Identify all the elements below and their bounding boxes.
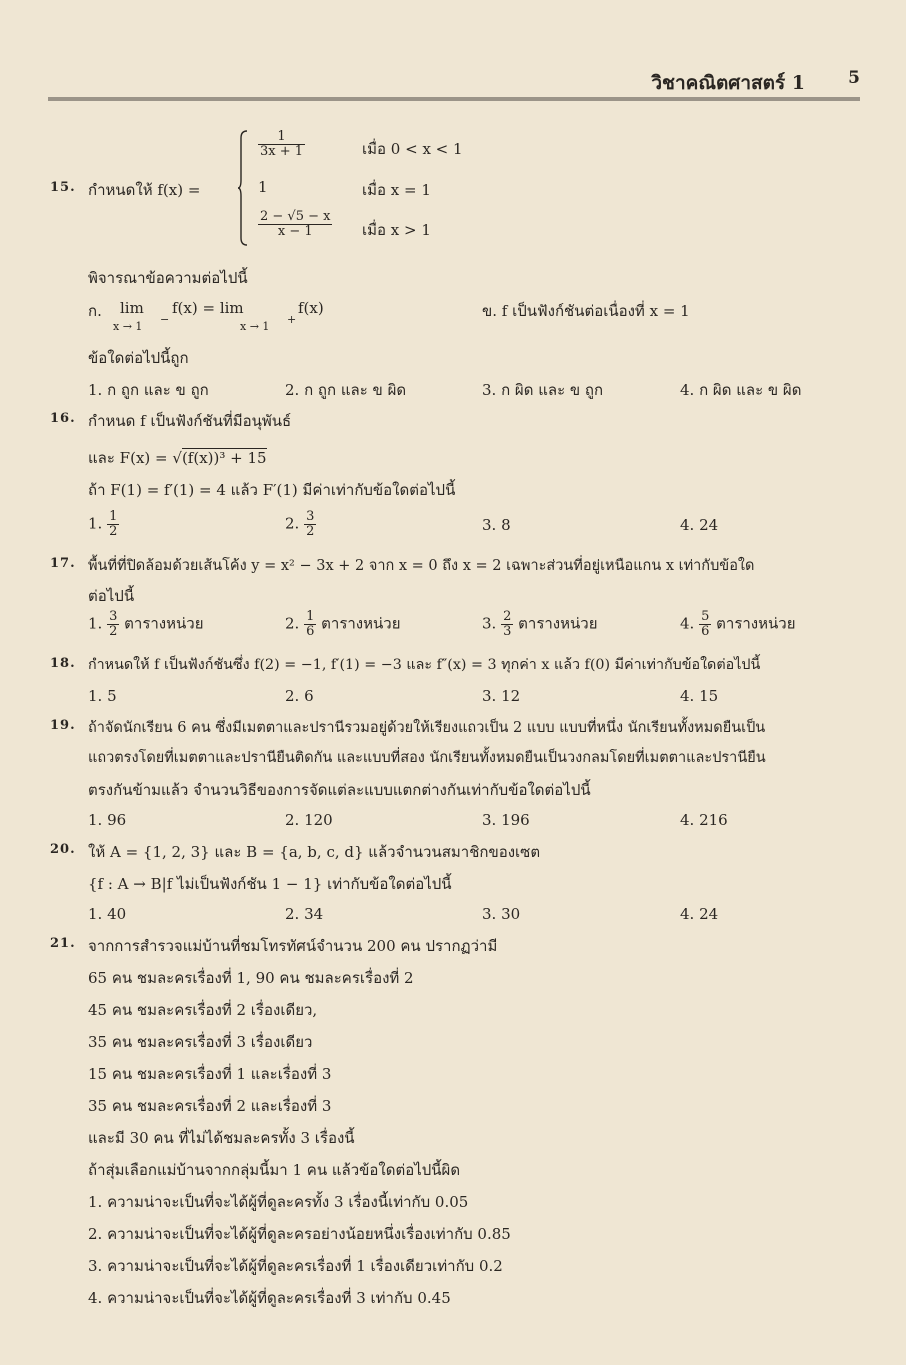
q15-a-sub2: x → 1 xyxy=(240,320,270,333)
q17-c3-label: 3. xyxy=(482,614,497,633)
q17-number: 17. xyxy=(50,556,76,571)
page-number: 5 xyxy=(848,68,860,88)
q18-number: 18. xyxy=(50,656,76,671)
q17-c1-unit: ตารางหน่วย xyxy=(124,614,204,633)
q17-c1-label: 1. xyxy=(88,614,103,633)
q15-number: 15. xyxy=(50,180,76,195)
q17-c2-unit: ตารางหน่วย xyxy=(321,614,401,633)
header-rule xyxy=(48,97,860,101)
q15-case2-val: 1 xyxy=(258,178,268,196)
q21-line-8: ถ้าสุ่มเลือกแม่บ้านจากกลุ่มนี้มา 1 คน แล้วข้อใดต่อไปนี้ผิด xyxy=(88,1161,461,1179)
sqrt-icon: √ xyxy=(172,449,182,467)
q16-line2 xyxy=(88,446,267,470)
q17-c4-unit: ตารางหน่วย xyxy=(716,614,796,633)
q21-line-2: 65 คน ชมละครเรื่องที่ 1, 90 คน ชมละครเรื่องที่ 2 xyxy=(88,969,414,987)
q15-choice-4: 4. ก ผิด และ ข ผิด xyxy=(680,381,802,399)
q20-choice-1: 1. 40 xyxy=(88,905,127,923)
q21-choice-2: 2. ความน่าจะเป็นที่จะได้ผู้ที่ดูละครอย่างน้อยหนึ่งเรื่องเท่ากับ 0.85 xyxy=(88,1225,511,1243)
q17-line2: ต่อไปนี้ xyxy=(88,587,135,605)
q15-consider: พิจารณาข้อความต่อไปนี้ xyxy=(88,269,248,287)
q15-case3-den: x − 1 xyxy=(277,224,313,239)
header-title: วิชาคณิตศาสตร์ 1 xyxy=(651,72,805,94)
left-brace-icon xyxy=(238,130,248,246)
q17-c4-den: 6 xyxy=(701,624,710,639)
q21-line-3: 45 คน ชมละครเรื่องที่ 2 เรื่องเดียว, xyxy=(88,1001,318,1019)
q20-choice-2: 2. 34 xyxy=(285,905,324,923)
q16-c1-num: 1 xyxy=(109,509,118,524)
q17-choice-2 xyxy=(285,610,400,639)
q21-number: 21. xyxy=(50,936,76,951)
q15-case2-cond: เมื่อ x = 1 xyxy=(362,181,431,199)
q15-a-plus: + xyxy=(287,313,297,326)
q17-c2-den: 6 xyxy=(306,624,315,639)
q18-choice-1: 1. 5 xyxy=(88,687,117,705)
q17-c4-label: 4. xyxy=(680,614,695,633)
q20-choice-3: 3. 30 xyxy=(482,905,521,923)
q19-choice-4: 4. 216 xyxy=(680,811,728,829)
q21-line-7: และมี 30 คน ที่ไม่ได้ชมละครทั้ง 3 เรื่องนี้ xyxy=(88,1129,355,1147)
q18-choice-3: 3. 12 xyxy=(482,687,521,705)
q16-line2-pre: และ F(x) = xyxy=(88,449,168,467)
q15-case3-num: 2 − √5 − x xyxy=(260,209,331,224)
q15-choice-2: 2. ก ถูก และ ข ผิด xyxy=(285,381,407,399)
q17-choice-1 xyxy=(88,610,203,639)
q15-question: ข้อใดต่อไปนี้ถูก xyxy=(88,349,189,367)
q15-case3-fraction xyxy=(258,210,332,239)
q16-choice-2-label: 2. xyxy=(285,514,300,533)
q17-c2-num: 1 xyxy=(306,609,315,624)
q20-choice-4: 4. 24 xyxy=(680,905,719,923)
q21-choice-4: 4. ความน่าจะเป็นที่จะได้ผู้ที่ดูละครเรื่องที่ 3 เท่ากับ 0.45 xyxy=(88,1289,451,1307)
q15-a-lim: lim xyxy=(120,299,144,317)
q15-a-end: f(x) xyxy=(298,299,324,317)
q16-choice-1 xyxy=(88,510,119,539)
q18-choice-2: 2. 6 xyxy=(285,687,314,705)
q17-c1-den: 2 xyxy=(109,624,118,639)
q19-choice-1: 1. 96 xyxy=(88,811,127,829)
q16-text: กำหนด f เป็นฟังก์ชันที่มีอนุพันธ์ xyxy=(88,412,292,430)
q16-choice-4: 4. 24 xyxy=(680,516,719,534)
q17-choice-3 xyxy=(482,610,597,639)
q16-choice-3: 3. 8 xyxy=(482,516,511,534)
q15-case1-num: 1 xyxy=(258,130,305,145)
q21-choice-3: 3. ความน่าจะเป็นที่จะได้ผู้ที่ดูละครเรื่องที่ 1 เรื่องเดียวเท่ากับ 0.2 xyxy=(88,1257,503,1275)
q15-choice-1: 1. ก ถูก และ ข ถูก xyxy=(88,381,209,399)
q15-case1-den: 3x + 1 xyxy=(260,144,304,159)
q17-c2-label: 2. xyxy=(285,614,300,633)
q15-a-sub1: x → 1 xyxy=(113,320,143,333)
q18-text: กำหนดให้ f เป็นฟังก์ชันซึ่ง f(2) = −1, f′(1) = −3 และ f″(x) = 3 ทุกค่า x แล้ว f(0) มีค่าเท่ากับข้อใดต่อไปนี้ xyxy=(88,657,761,673)
q19-choice-2: 2. 120 xyxy=(285,811,333,829)
q16-c1-den: 2 xyxy=(109,524,118,539)
q16-number: 16. xyxy=(50,411,76,426)
q19-line2: แถวตรงโดยที่เมตตาและปรานียืนติดกัน และแบบที่สอง นักเรียนทั้งหมดยืนเป็นวงกลมโดยที่เมตตาและปรานียืน xyxy=(88,750,766,766)
q15-choice-3: 3. ก ผิด และ ข ถูก xyxy=(482,381,604,399)
q19-line3: ตรงกันข้ามแล้ว จำนวนวิธีของการจัดแต่ละแบบแตกต่างกันเท่ากับข้อใดต่อไปนี้ xyxy=(88,781,591,799)
q20-number: 20. xyxy=(50,842,76,857)
q21-line-1: จากการสำรวจแม่บ้านที่ชมโทรทัศน์จำนวน 200 คน ปรากฏว่ามี xyxy=(88,937,498,955)
page-header xyxy=(560,68,860,98)
q15-b-statement: ข. f เป็นฟังก์ชันต่อเนื่องที่ x = 1 xyxy=(482,302,690,320)
q16-line3: ถ้า F(1) = f′(1) = 4 แล้ว F′(1) มีค่าเท่ากับข้อใดต่อไปนี้ xyxy=(88,481,456,499)
q16-choice-1-label: 1. xyxy=(88,514,103,533)
q15-case1-cond: เมื่อ 0 < x < 1 xyxy=(362,140,463,158)
q19-line1: ถ้าจัดนักเรียน 6 คน ซึ่งมีเมตตาและปรานีรวมอยู่ด้วยให้เรียงแถวเป็น 2 แบบ แบบที่หนึ่ง นักเรียนทั้งหมดยืนเป็น xyxy=(88,720,766,736)
q19-choice-3: 3. 196 xyxy=(482,811,530,829)
q21-line-5: 15 คน ชมละครเรื่องที่ 1 และเรื่องที่ 3 xyxy=(88,1065,332,1083)
q20-line1: ให้ A = {1, 2, 3} และ B = {a, b, c, d} แล้วจำนวนสมาชิกของเซต xyxy=(88,843,541,861)
q21-choice-1: 1. ความน่าจะเป็นที่จะได้ผู้ที่ดูละครทั้ง 3 เรื่องนี้เท่ากับ 0.05 xyxy=(88,1193,469,1211)
q16-c2-den: 2 xyxy=(306,524,315,539)
q21-line-6: 35 คน ชมละครเรื่องที่ 2 และเรื่องที่ 3 xyxy=(88,1097,332,1115)
q20-line2: {f : A → B|f ไม่เป็นฟังก์ชัน 1 − 1} เท่ากับข้อใดต่อไปนี้ xyxy=(88,875,452,893)
q17-c3-unit: ตารางหน่วย xyxy=(518,614,598,633)
q16-c2-num: 3 xyxy=(306,509,315,524)
q15-intro: กำหนดให้ f(x) = xyxy=(88,181,201,199)
q17-line1: พื้นที่ที่ปิดล้อมด้วยเส้นโค้ง y = x² − 3x + 2 จาก x = 0 ถึง x = 2 เฉพาะส่วนที่อยู่เหนือแกน x เท่ากับข้อใด xyxy=(88,558,755,574)
q15-a-label: ก. xyxy=(88,302,102,320)
q16-radicand: (f(x))³ + 15 xyxy=(181,449,267,467)
q17-c3-den: 3 xyxy=(503,624,512,639)
q17-c1-num: 3 xyxy=(109,609,118,624)
q17-c4-num: 5 xyxy=(701,609,710,624)
q19-number: 19. xyxy=(50,718,76,733)
q15-a-minus: − xyxy=(160,313,170,326)
q15-case3-cond: เมื่อ x > 1 xyxy=(362,221,431,239)
q17-c3-num: 2 xyxy=(503,609,512,624)
q15-case1-fraction xyxy=(258,130,305,159)
q17-choice-4 xyxy=(680,610,795,639)
q21-line-4: 35 คน ชมละครเรื่องที่ 3 เรื่องเดียว xyxy=(88,1033,313,1051)
q15-a-eq: f(x) = lim xyxy=(172,299,244,317)
q18-choice-4: 4. 15 xyxy=(680,687,719,705)
q16-choice-2 xyxy=(285,510,316,539)
